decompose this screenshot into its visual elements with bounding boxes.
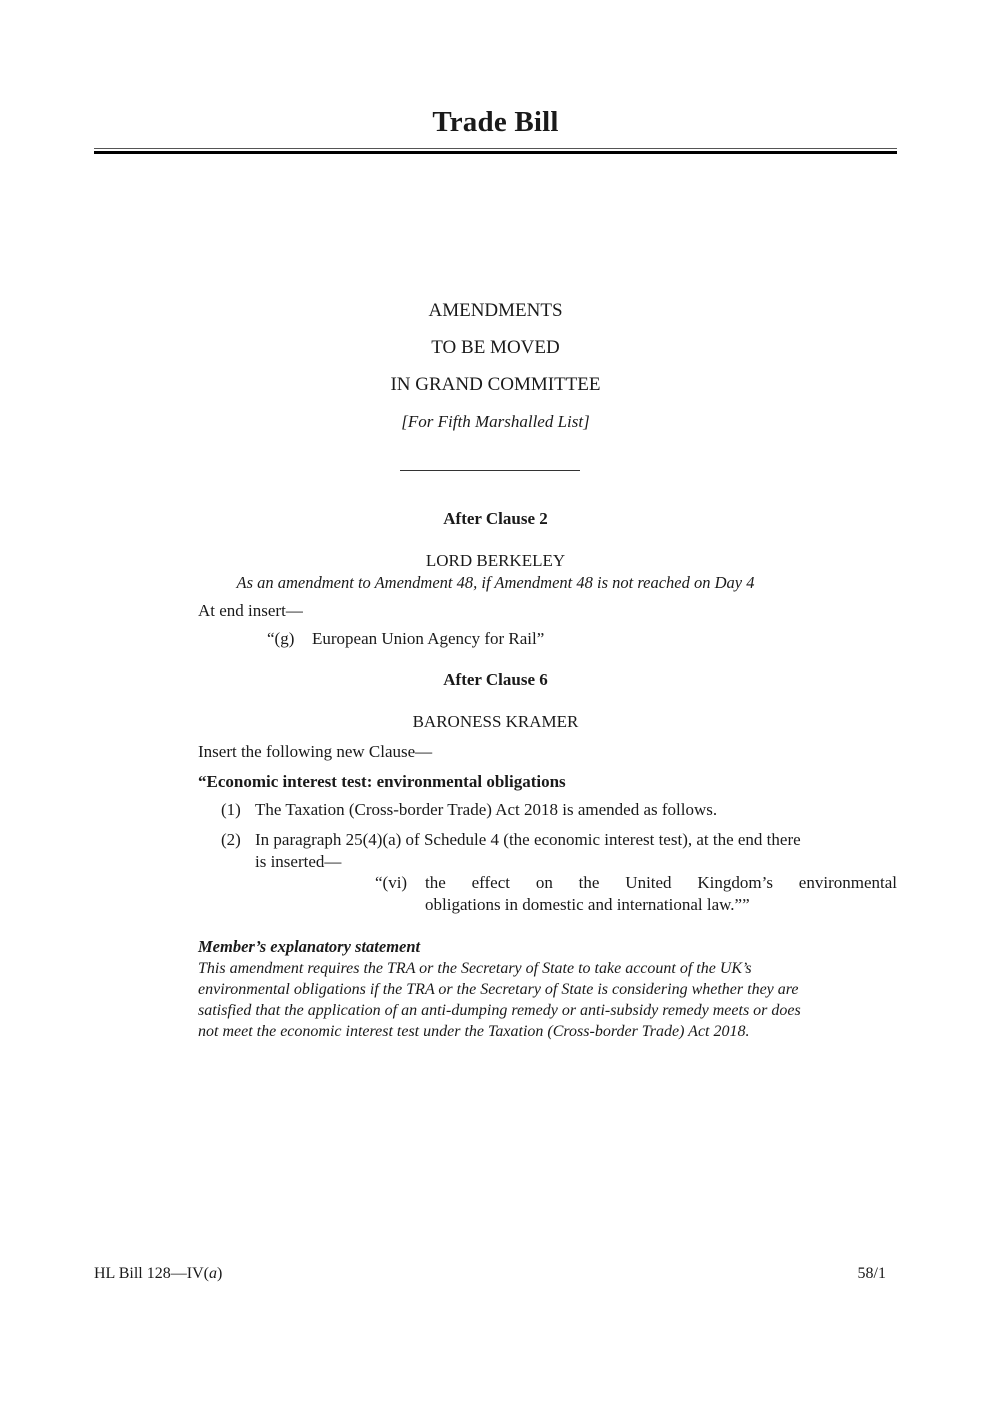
bill-ref-prefix: HL Bill 128—IV( xyxy=(94,1265,209,1282)
inserted-text-line1: the effect on the United Kingdom’s environmental xyxy=(425,873,897,892)
explanatory-statement-line-1: This amendment requires the TRA or the Secretary of State to take account of the UK’s xyxy=(198,960,752,977)
cover-subtitle: [For Fifth Marshalled List] xyxy=(401,412,590,431)
inserted-label-vi: “(vi) xyxy=(375,873,408,892)
insert-label-g: “(g) xyxy=(267,629,295,648)
insert-text-eu-agency: European Union Agency for Rail” xyxy=(312,629,545,648)
member-name-kramer: BARONESS KRAMER xyxy=(412,712,579,731)
explanatory-statement-line-2: environmental obligations if the TRA or the Secretary of State is considering whether they are xyxy=(198,981,799,998)
instruction-at-end-insert: At end insert— xyxy=(198,601,303,620)
instruction-insert-clause: Insert the following new Clause— xyxy=(198,742,433,761)
cover-line-to-be-moved: TO BE MOVED xyxy=(431,337,560,358)
amendment-note: As an amendment to Amendment 48, if Amendment 48 is not reached on Day 4 xyxy=(236,573,755,592)
footer-page-reference: 58/1 xyxy=(857,1265,886,1282)
heading-after-clause-6: After Clause 6 xyxy=(443,670,548,689)
member-name-berkeley: LORD BERKELEY xyxy=(425,551,566,570)
subsection-2-text-line2: is inserted— xyxy=(255,852,342,871)
document-title: Trade Bill xyxy=(432,106,559,138)
heading-after-clause-2: After Clause 2 xyxy=(443,509,548,528)
subsection-1-text: The Taxation (Cross-border Trade) Act 2018 is amended as follows. xyxy=(255,800,718,819)
explanatory-statement-line-4: not meet the economic interest test under the Taxation (Cross-border Trade) Act 2018. xyxy=(198,1023,750,1040)
section-separator xyxy=(400,470,580,471)
explanatory-statement-line-3: satisfied that the application of an anti-dumping remedy or anti-subsidy remedy meets or does xyxy=(198,1002,801,1019)
inserted-text-line2: obligations in domestic and international law.”” xyxy=(425,895,750,914)
title-rule-thin xyxy=(94,148,897,149)
explanatory-statement-heading: Member’s explanatory statement xyxy=(198,937,421,956)
bill-ref-italic: a xyxy=(208,1265,217,1282)
footer-bill-reference xyxy=(94,1265,222,1283)
subsection-2-number: (2) xyxy=(221,830,241,849)
subsection-2-text-line1: In paragraph 25(4)(a) of Schedule 4 (the economic interest test), at the end there xyxy=(255,830,801,849)
title-rule-thick xyxy=(94,151,897,154)
cover-line-grand-committee: IN GRAND COMMITTEE xyxy=(390,374,601,395)
clause-title: “Economic interest test: environmental obligations xyxy=(198,772,566,791)
cover-line-amendments: AMENDMENTS xyxy=(428,300,563,321)
bill-ref-suffix: ) xyxy=(216,1265,223,1282)
subsection-1-number: (1) xyxy=(221,800,241,819)
